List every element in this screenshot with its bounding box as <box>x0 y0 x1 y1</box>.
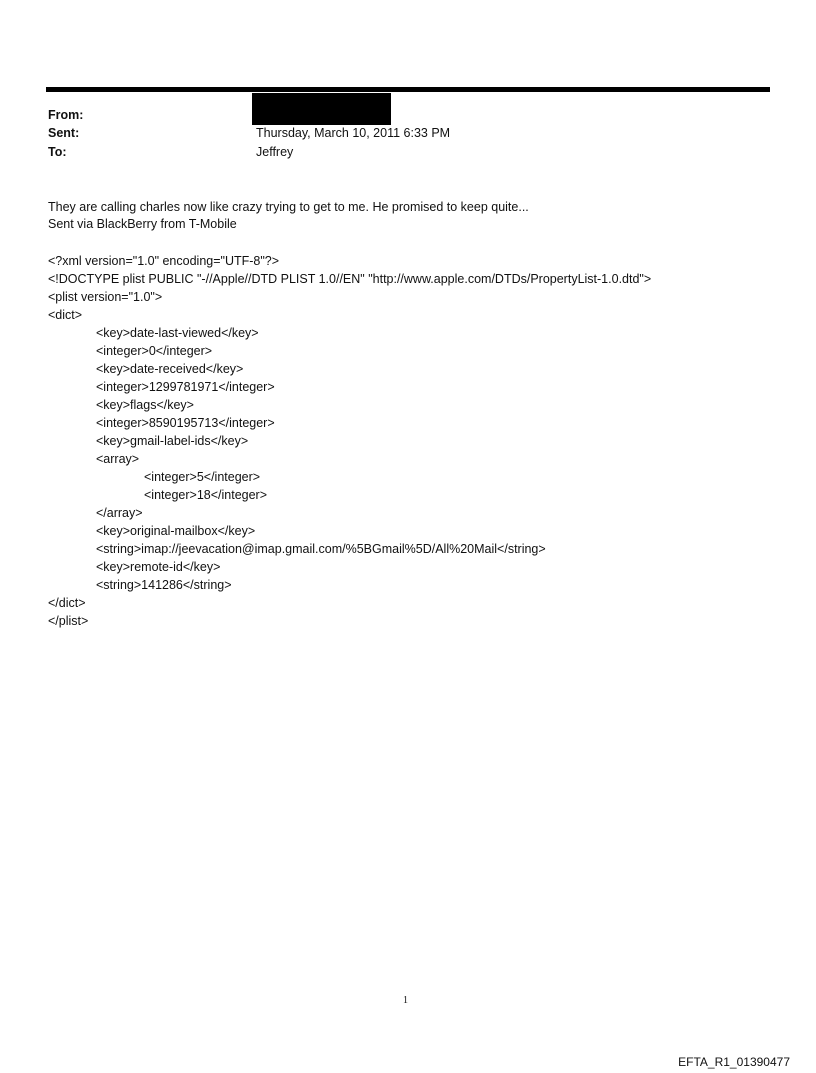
plist-line: </plist> <box>48 614 89 628</box>
header-rule <box>46 87 770 92</box>
plist-line: <integer>1299781971</integer> <box>96 380 275 394</box>
plist-line: <array> <box>96 452 140 466</box>
sent-label: Sent: <box>48 126 80 140</box>
plist-line: <key>remote-id</key> <box>96 560 221 574</box>
plist-line: </array> <box>96 506 143 520</box>
plist-line: <integer>5</integer> <box>144 470 261 484</box>
plist-line: <key>date-last-viewed</key> <box>96 326 259 340</box>
to-label: To: <box>48 145 67 159</box>
plist-line: <integer>18</integer> <box>144 488 268 502</box>
sent-value: Thursday, March 10, 2011 6:33 PM <box>256 126 451 140</box>
plist-line: <key>date-received</key> <box>96 362 244 376</box>
to-value: Jeffrey <box>256 145 294 159</box>
plist-line: <integer>0</integer> <box>96 344 213 358</box>
plist-line: <key>original-mailbox</key> <box>96 524 256 538</box>
message-line: They are calling charles now like crazy trying to get to me. He promised to keep quite... <box>48 200 529 214</box>
plist-line: <!DOCTYPE plist PUBLIC "-//Apple//DTD PLIST 1.0//EN" "http://www.apple.com/DTDs/PropertyList-1.0.dtd"> <box>48 272 652 286</box>
bates-number: EFTA_R1_01390477 <box>678 1055 790 1069</box>
plist-line: <integer>8590195713</integer> <box>96 416 275 430</box>
plist-line: <dict> <box>48 308 83 322</box>
plist-line: <key>flags</key> <box>96 398 194 412</box>
plist-line: <string>imap://jeevacation@imap.gmail.com/%5BGmail%5D/All%20Mail</string> <box>96 542 546 556</box>
plist-line: <key>gmail-label-ids</key> <box>96 434 249 448</box>
plist-line: </dict> <box>48 596 86 610</box>
from-label: From: <box>48 108 84 122</box>
plist-line: <?xml version="1.0" encoding="UTF-8"?> <box>48 254 280 268</box>
plist-line: <string>141286</string> <box>96 578 232 592</box>
plist-line: <plist version="1.0"> <box>48 290 163 304</box>
page-number: 1 <box>403 995 408 1006</box>
redaction-box <box>252 93 391 125</box>
signature-line: Sent via BlackBerry from T-Mobile <box>48 217 237 231</box>
